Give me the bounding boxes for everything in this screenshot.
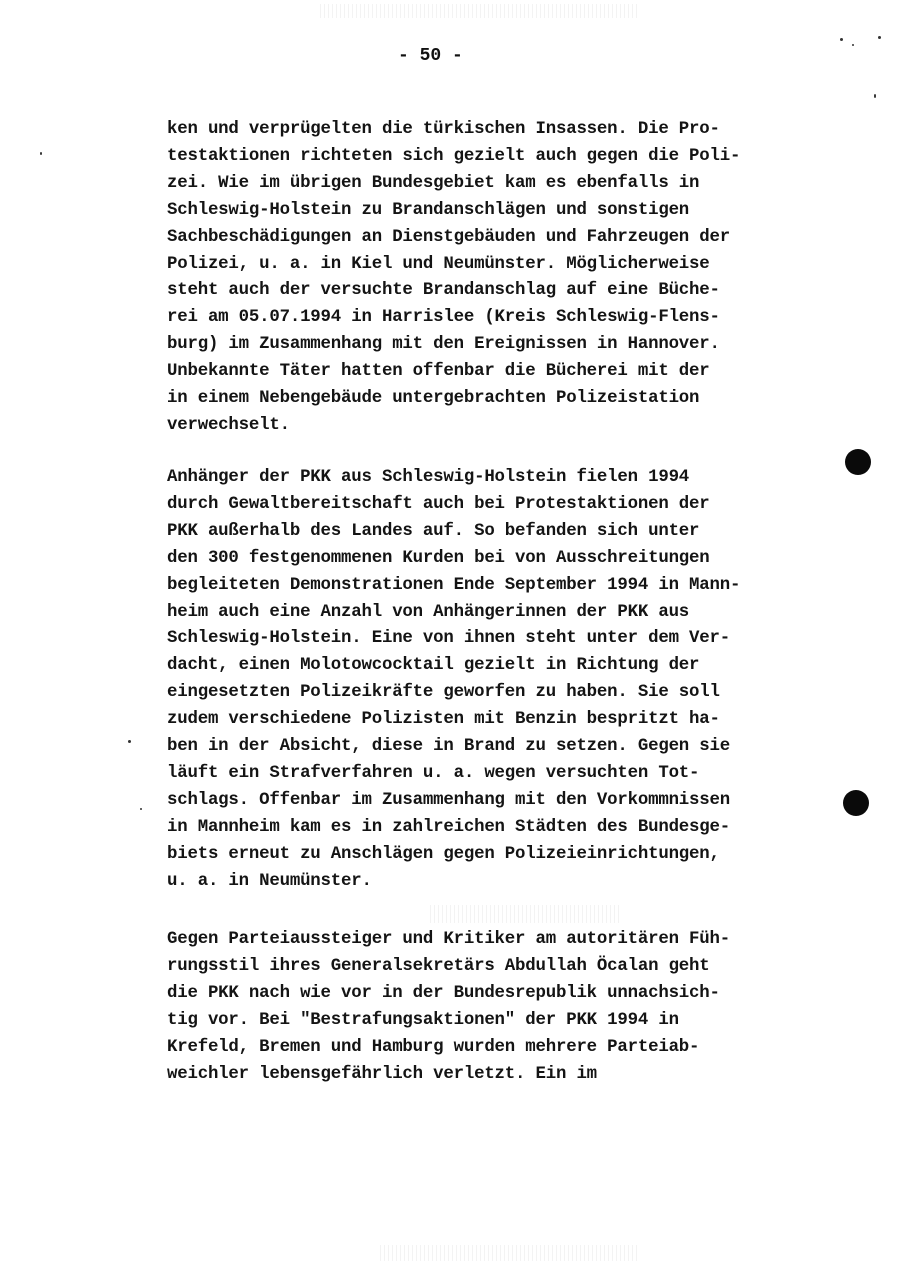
text-line: Schleswig-Holstein zu Brandanschlägen und sonstigen <box>167 200 690 220</box>
text-line: dacht, einen Molotowcocktail gezielt in Richtung der <box>167 656 700 676</box>
page-number: - 50 - <box>398 46 463 66</box>
text-line: rungsstil ihres Generalsekretärs Abdullah Öcalan geht <box>167 956 710 976</box>
text-line: verwechselt. <box>167 415 290 435</box>
text-line: ken und verprügelten die türkischen Insassen. Die Pro- <box>167 120 720 139</box>
text-line: Schleswig-Holstein. Eine von ihnen steht unter dem Ver- <box>167 629 730 649</box>
text-line: weichler lebensgefährlich verletzt. Ein im <box>167 1064 597 1084</box>
text-line: Unbekannte Täter hatten offenbar die Bücherei mit der <box>167 362 710 382</box>
paragraph-1 <box>167 117 807 440</box>
paragraph-3 <box>167 927 807 1088</box>
text-line: den 300 festgenommenen Kurden bei von Ausschreitungen <box>167 548 710 568</box>
text-line: Anhänger der PKK aus Schleswig-Holstein fielen 1994 <box>167 468 690 487</box>
text-line: begleiteten Demonstrationen Ende September 1994 in Mann- <box>167 575 741 595</box>
scan-speck <box>140 808 142 810</box>
scan-speck <box>128 740 131 743</box>
text-line: in einem Nebengebäude untergebrachten Polizeistation <box>167 389 700 409</box>
text-line: durch Gewaltbereitschaft auch bei Protestaktionen der <box>167 494 710 514</box>
text-line: Gegen Parteiaussteiger und Kritiker am autoritären Füh- <box>167 930 730 949</box>
text-line: Polizei, u. a. in Kiel und Neumünster. Möglicherweise <box>167 254 710 274</box>
text-line: rei am 05.07.1994 in Harrislee (Kreis Schleswig-Flens- <box>167 308 720 328</box>
text-line: eingesetzten Polizeikräfte geworfen zu haben. Sie soll <box>167 683 720 703</box>
text-line: steht auch der versuchte Brandanschlag auf eine Büche- <box>167 281 720 301</box>
scan-noise-bottom <box>380 1245 640 1261</box>
text-line: schlags. Offenbar im Zusammenhang mit den Vorkommnissen <box>167 790 730 810</box>
text-line: PKK außerhalb des Landes auf. So befanden sich unter <box>167 521 700 541</box>
text-line: ben in der Absicht, diese in Brand zu setzen. Gegen sie <box>167 737 730 757</box>
text-line: testaktionen richteten sich gezielt auch gegen die Poli- <box>167 146 741 166</box>
text-line: tig vor. Bei "Bestrafungsaktionen" der PKK 1994 in <box>167 1010 679 1030</box>
scan-speck <box>878 36 881 39</box>
text-line: u. a. in Neumünster. <box>167 871 372 891</box>
text-line: die PKK nach wie vor in der Bundesrepublik unnachsich- <box>167 983 720 1003</box>
text-line: heim auch eine Anzahl von Anhängerinnen der PKK aus <box>167 602 690 622</box>
scan-speck <box>40 152 42 155</box>
text-line: in Mannheim kam es in zahlreichen Städten des Bundesge- <box>167 817 730 837</box>
scan-speck <box>852 44 854 46</box>
scan-noise-top <box>320 4 640 18</box>
text-line: läuft ein Strafverfahren u. a. wegen versuchten Tot- <box>167 763 700 783</box>
text-line: zei. Wie im übrigen Bundesgebiet kam es ebenfalls in <box>167 173 700 193</box>
paragraph-2 <box>167 465 807 896</box>
text-line: biets erneut zu Anschlägen gegen Polizeieinrichtungen, <box>167 844 720 864</box>
text-line: Sachbeschädigungen an Dienstgebäuden und Fahrzeugen der <box>167 227 730 247</box>
text-line: Krefeld, Bremen und Hamburg wurden mehrere Parteiab- <box>167 1037 700 1057</box>
scan-speck <box>840 38 843 41</box>
punch-hole <box>845 449 871 475</box>
punch-hole <box>843 790 869 816</box>
text-line: burg) im Zusammenhang mit den Ereignissen in Hannover. <box>167 335 720 355</box>
scan-noise-middle <box>430 905 620 923</box>
text-line: zudem verschiedene Polizisten mit Benzin bespritzt ha- <box>167 710 720 730</box>
scan-speck <box>874 94 876 98</box>
